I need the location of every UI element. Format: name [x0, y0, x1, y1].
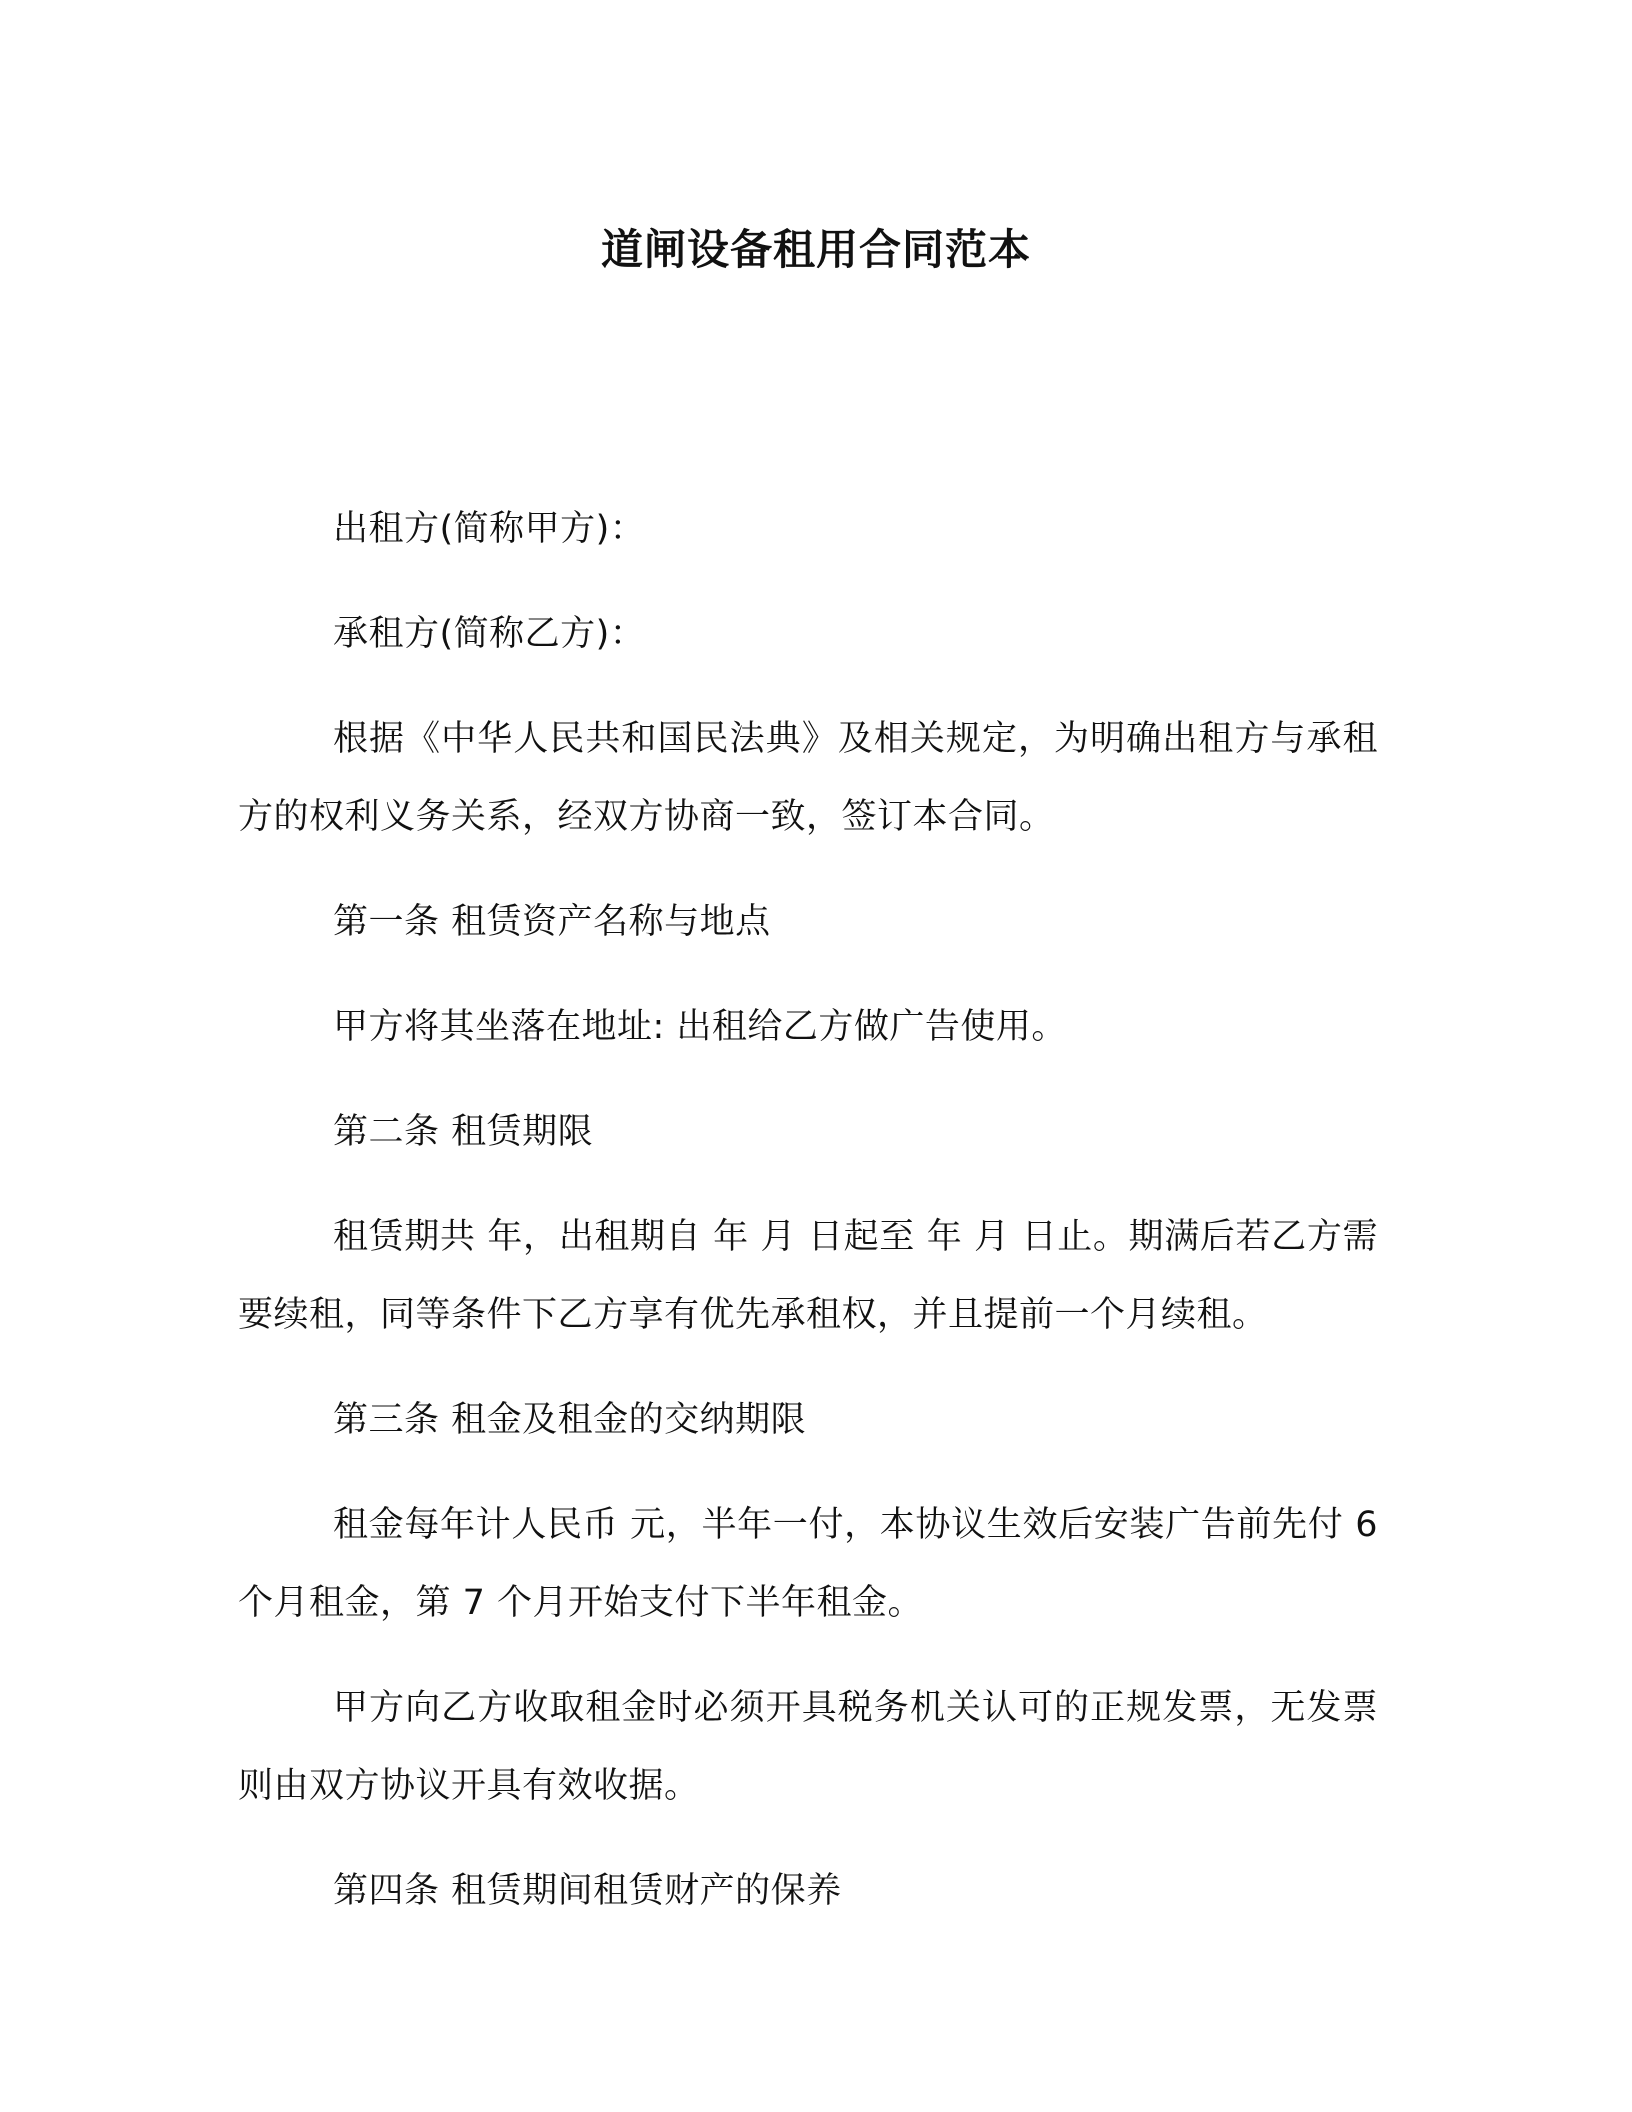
- party-b-line: 承租方(简称乙方)：: [333, 614, 646, 654]
- preamble-paragraph: 根据《中华人民共和国民法典》及相关规定，为明确出租方与承租方的权利义务关系，经双方协商一致，签订本合同。: [238, 719, 1378, 837]
- article-1-heading: 第一条 租赁资产名称与地点: [333, 902, 771, 942]
- article-2-text: 租赁期共 年，出租期自 年 月 日起至 年 月 日止。期满后若乙方需要续租，同等条件下乙方享有优先承租权，并且提前一个月续租。: [238, 1217, 1378, 1335]
- article-3-text: 租金每年计人民币 元，半年一付，本协议生效后安装广告前先付 6 个月租金，第 7 个月开始支付下半年租金。: [238, 1505, 1378, 1623]
- document-title: 道闸设备租用合同范本: [600, 225, 1031, 274]
- article-2-heading: 第二条 租赁期限: [333, 1112, 594, 1152]
- article-1-text: 甲方将其坐落在地址: 出租给乙方做广告使用。: [333, 1007, 1067, 1047]
- document-body: [238, 490, 1378, 1957]
- article-3-heading: 第三条 租金及租金的交纳期限: [333, 1400, 807, 1440]
- party-a-line: 出租方(简称甲方)：: [333, 509, 646, 549]
- article-4-heading: 第四条 租赁期间租赁财产的保养: [333, 1871, 842, 1911]
- article-3-invoice-text: 甲方向乙方收取租金时必须开具税务机关认可的正规发票，无发票则由双方协议开具有效收据。: [238, 1688, 1378, 1806]
